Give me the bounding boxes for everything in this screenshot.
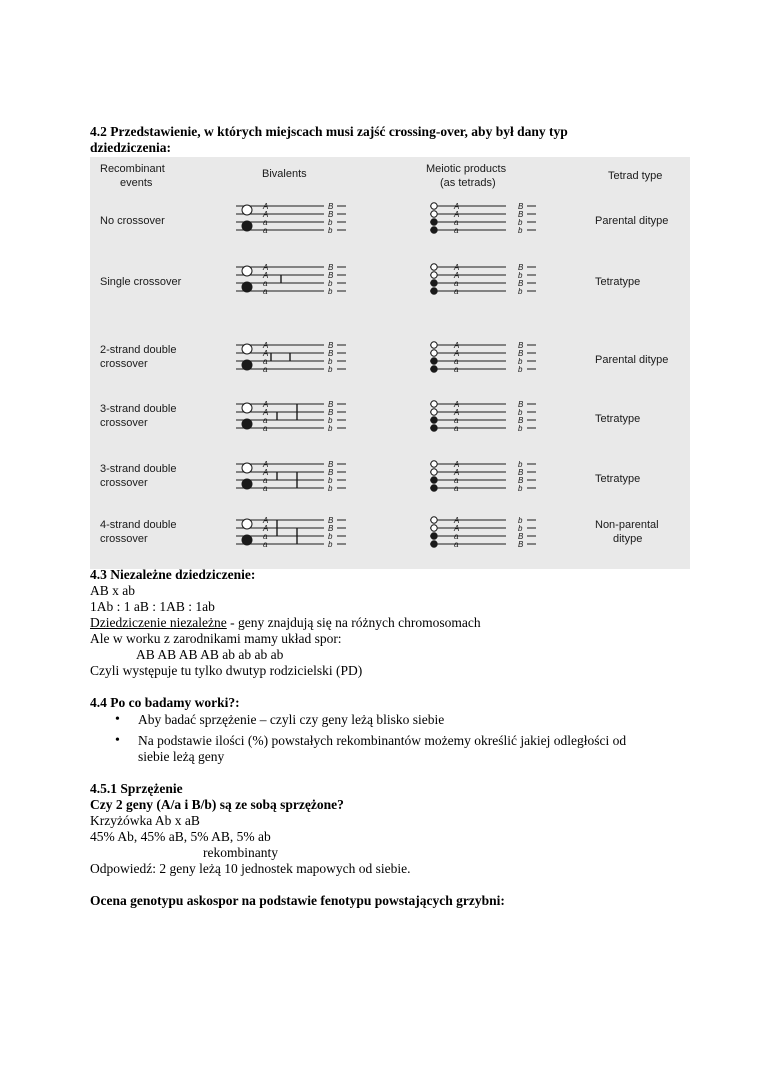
tetrad-type-label: Tetratype: [595, 276, 641, 288]
allele-label: b: [328, 218, 333, 227]
bullet-dot: •: [115, 712, 120, 727]
spores-arrangement: AB AB AB AB ab ab ab ab: [136, 647, 284, 662]
centromere-open: [242, 403, 252, 413]
section-4-2-heading-line1: 4.2 Przedstawienie, w których miejscach musi zajść crossing-over, aby był dany typ: [90, 124, 568, 139]
centromere-open: [242, 344, 252, 354]
centromere-marker: [431, 485, 437, 491]
centromere-marker: [431, 219, 437, 225]
allele-label: B: [518, 263, 524, 272]
allele-label: b: [328, 484, 333, 493]
allele-label: a: [454, 424, 459, 433]
allele-label: b: [328, 476, 333, 485]
allele-label: A: [263, 460, 269, 469]
allele-label: b: [328, 226, 333, 235]
crossover-diagram: [90, 157, 690, 569]
centromere-marker: [431, 469, 437, 475]
allele-label: a: [454, 365, 459, 374]
linkage-question: Czy 2 geny (A/a i B/b) są ze sobą sprzężone?: [90, 797, 344, 812]
centromere-marker: [431, 525, 437, 531]
allele-label: b: [518, 524, 523, 533]
allele-label: A: [263, 524, 269, 533]
centromere-marker: [431, 272, 437, 278]
allele-label: A: [263, 202, 269, 211]
allele-label: a: [454, 226, 459, 235]
allele-label: b: [328, 357, 333, 366]
allele-label: B: [518, 279, 524, 288]
allele-label: B: [518, 476, 524, 485]
allele-label: A: [263, 349, 269, 358]
centromere-marker: [431, 264, 437, 270]
tetrad-type-label: ditype: [613, 533, 643, 545]
allele-label: B: [328, 408, 334, 417]
tetrad-type-label: Non-parental: [595, 519, 659, 531]
centromere-filled: [242, 221, 252, 231]
centromere-marker: [431, 425, 437, 431]
allele-label: b: [328, 424, 333, 433]
section-4-2-heading-line2: dziedziczenia:: [90, 140, 171, 155]
event-label: Single crossover: [100, 276, 182, 288]
allele-label: a: [263, 416, 268, 425]
allele-label: b: [518, 424, 523, 433]
event-label: 3-strand double: [100, 403, 177, 415]
event-label: crossover: [100, 358, 148, 370]
allele-label: B: [328, 210, 334, 219]
tetrad-type-label: Parental ditype: [595, 215, 669, 227]
allele-label: A: [263, 400, 269, 409]
event-label: crossover: [100, 533, 148, 545]
allele-label: b: [518, 218, 523, 227]
allele-label: a: [454, 416, 459, 425]
allele-label: B: [328, 263, 334, 272]
header-recombinant-2: events: [120, 177, 153, 189]
tetrad-type-label: Tetratype: [595, 473, 641, 485]
allele-label: B: [518, 532, 524, 541]
centromere-marker: [431, 461, 437, 467]
allele-label: b: [328, 287, 333, 296]
tetrad-type-label: Tetratype: [595, 413, 641, 425]
allele-label: B: [328, 516, 334, 525]
centromere-marker: [431, 477, 437, 483]
centromere-filled: [242, 282, 252, 292]
event-label: 3-strand double: [100, 463, 177, 475]
allele-label: b: [518, 271, 523, 280]
allele-label: a: [454, 279, 459, 288]
allele-label: b: [518, 287, 523, 296]
centromere-marker: [431, 280, 437, 286]
allele-label: a: [263, 287, 268, 296]
allele-label: a: [263, 226, 268, 235]
allele-label: b: [518, 516, 523, 525]
centromere-marker: [431, 203, 437, 209]
allele-label: A: [263, 210, 269, 219]
event-label: 2-strand double: [100, 344, 177, 356]
answer: Odpowiedź: 2 geny leżą 10 jednostek mapowych od siebie.: [90, 861, 411, 876]
ratio: 1Ab : 1 aB : 1AB : 1ab: [90, 599, 215, 614]
allele-label: B: [328, 460, 334, 469]
header-tetrad-type: Tetrad type: [608, 170, 663, 182]
event-label: 4-strand double: [100, 519, 177, 531]
allele-label: A: [454, 202, 460, 211]
allele-label: a: [263, 532, 268, 541]
allele-label: A: [454, 524, 460, 533]
allele-label: b: [518, 460, 523, 469]
allele-label: B: [328, 524, 334, 533]
allele-label: B: [518, 540, 524, 549]
header-meiotic-2: (as tetrads): [440, 177, 496, 189]
header-bivalents: Bivalents: [262, 168, 307, 180]
allele-label: a: [454, 484, 459, 493]
allele-label: b: [518, 226, 523, 235]
allele-label: a: [263, 424, 268, 433]
centromere-open: [242, 519, 252, 529]
allele-label: a: [263, 365, 268, 374]
allele-label: A: [454, 460, 460, 469]
recombinants-label: rekombinanty: [203, 845, 278, 860]
allele-label: A: [454, 516, 460, 525]
allele-label: a: [263, 279, 268, 288]
allele-label: B: [518, 341, 524, 350]
allele-label: B: [328, 400, 334, 409]
independent-inheritance-def: [90, 615, 481, 631]
header-meiotic-1: Meiotic products: [426, 163, 507, 175]
allele-label: a: [454, 287, 459, 296]
cross-ab: AB x ab: [90, 583, 135, 598]
allele-label: A: [263, 263, 269, 272]
allele-label: a: [263, 540, 268, 549]
centromere-open: [242, 205, 252, 215]
centromere-marker: [431, 401, 437, 407]
allele-label: b: [328, 532, 333, 541]
cross-result: 45% Ab, 45% aB, 5% AB, 5% ab: [90, 829, 271, 844]
allele-label: b: [328, 540, 333, 549]
allele-label: B: [518, 400, 524, 409]
allele-label: b: [328, 416, 333, 425]
allele-label: A: [263, 408, 269, 417]
allele-label: b: [518, 484, 523, 493]
centromere-filled: [242, 360, 252, 370]
bullet-2: Na podstawie ilości (%) powstałych rekombinantów możemy określić jakiej odległości od: [138, 733, 627, 748]
allele-label: a: [454, 476, 459, 485]
allele-label: A: [454, 468, 460, 477]
centromere-marker: [431, 417, 437, 423]
allele-label: B: [518, 349, 524, 358]
allele-label: a: [263, 357, 268, 366]
allele-label: b: [518, 408, 523, 417]
allele-label: a: [454, 357, 459, 366]
pd-line: Czyli występuje tu tylko dwutyp rodzicielski (PD): [90, 663, 363, 678]
centromere-marker: [431, 342, 437, 348]
centromere-open: [242, 266, 252, 276]
allele-label: A: [263, 468, 269, 477]
allele-label: a: [454, 540, 459, 549]
bullet-1: Aby badać sprzężenie – czyli czy geny leżą blisko siebie: [138, 712, 445, 727]
allele-label: b: [518, 357, 523, 366]
event-label: No crossover: [100, 215, 165, 227]
allele-label: B: [518, 210, 524, 219]
centromere-marker: [431, 227, 437, 233]
centromere-marker: [431, 350, 437, 356]
allele-label: A: [454, 271, 460, 280]
centromere-filled: [242, 479, 252, 489]
centromere-marker: [431, 533, 437, 539]
allele-label: A: [263, 341, 269, 350]
centromere-marker: [431, 517, 437, 523]
bullet-dot: •: [115, 733, 120, 748]
allele-label: A: [454, 210, 460, 219]
centromere-marker: [431, 358, 437, 364]
ascus-line: Ale w worku z zarodnikami mamy układ spor:: [90, 631, 342, 646]
centromere-marker: [431, 211, 437, 217]
allele-label: A: [263, 271, 269, 280]
allele-label: A: [263, 516, 269, 525]
centromere-marker: [431, 409, 437, 415]
header-recombinant-1: Recombinant: [100, 163, 165, 175]
section-4-3-heading: 4.3 Niezależne dziedziczenie:: [90, 567, 256, 582]
allele-label: b: [328, 365, 333, 374]
allele-label: a: [263, 218, 268, 227]
centromere-marker: [431, 541, 437, 547]
section-4-4-heading: 4.4 Po co badamy worki?:: [90, 695, 240, 710]
allele-label: B: [518, 202, 524, 211]
event-label: crossover: [100, 417, 148, 429]
allele-label: a: [454, 218, 459, 227]
allele-label: b: [518, 365, 523, 374]
allele-label: A: [454, 349, 460, 358]
allele-label: B: [518, 468, 524, 477]
allele-label: A: [454, 400, 460, 409]
crossover-tetrad-figure: [90, 157, 690, 569]
section-4-5-1-heading: 4.5.1 Sprzężenie: [90, 781, 183, 796]
allele-label: A: [454, 408, 460, 417]
allele-label: B: [328, 271, 334, 280]
allele-label: a: [454, 532, 459, 541]
allele-label: B: [328, 468, 334, 477]
allele-label: a: [263, 484, 268, 493]
centromere-marker: [431, 288, 437, 294]
cross-ab-ab: Krzyżówka Ab x aB: [90, 813, 200, 828]
centromere-filled: [242, 419, 252, 429]
allele-label: A: [454, 341, 460, 350]
allele-label: B: [328, 202, 334, 211]
centromere-open: [242, 463, 252, 473]
allele-label: a: [263, 476, 268, 485]
term-independent: Dziedziczenie niezależne: [90, 615, 227, 630]
term-desc: - geny znajdują się na różnych chromosomach: [226, 615, 481, 630]
allele-label: A: [454, 263, 460, 272]
centromere-filled: [242, 535, 252, 545]
allele-label: B: [328, 349, 334, 358]
final-heading: Ocena genotypu askospor na podstawie fenotypu powstających grzybni:: [90, 893, 505, 908]
allele-label: B: [518, 416, 524, 425]
tetrad-type-label: Parental ditype: [595, 354, 669, 366]
centromere-marker: [431, 366, 437, 372]
event-label: crossover: [100, 477, 148, 489]
allele-label: B: [328, 341, 334, 350]
bullet-2-cont: siebie leżą geny: [138, 749, 225, 764]
allele-label: b: [328, 279, 333, 288]
